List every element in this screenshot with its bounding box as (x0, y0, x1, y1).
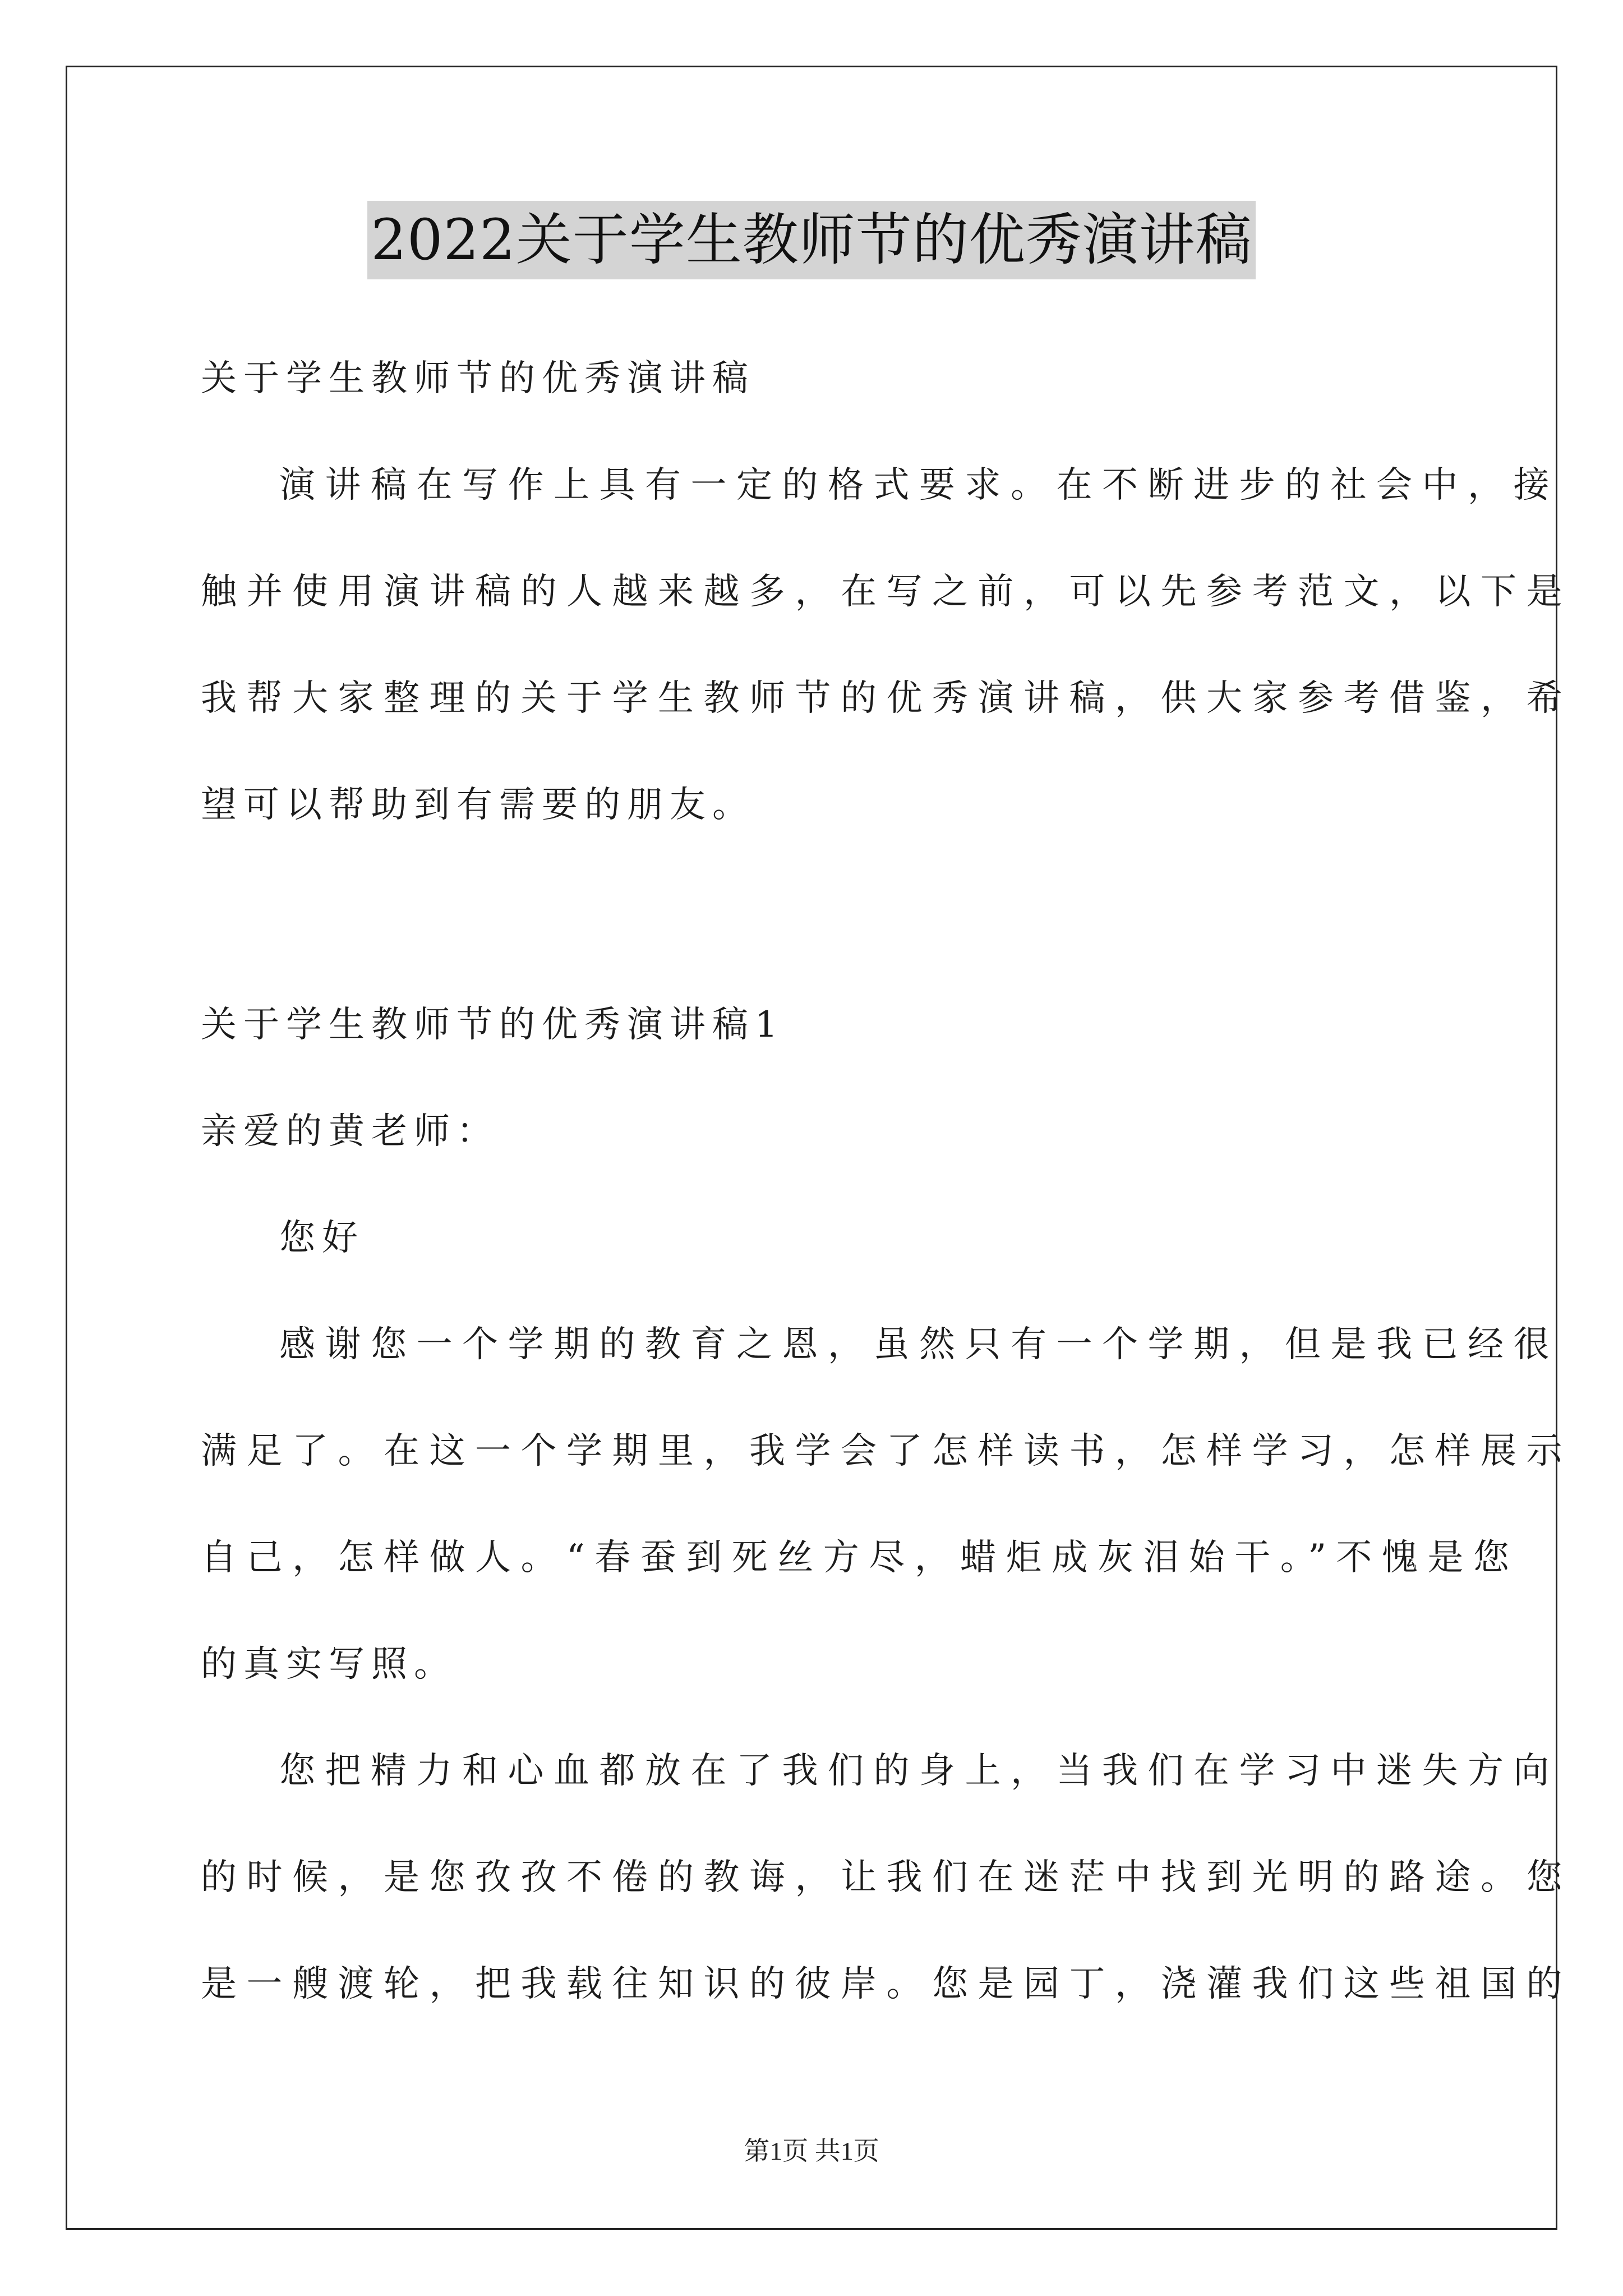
salutation-line: 亲爱的黄老师： (201, 1111, 499, 1152)
paragraph-line: 满足了。在这一个学期里，我学会了怎样读书，怎样学习，怎样展示 (201, 1430, 1572, 1472)
paragraph-line: 演讲稿在写作上具有一定的格式要求。在不断进步的社会中，接 (279, 464, 1559, 506)
paragraph-line: 我帮大家整理的关于学生教师节的优秀演讲稿，供大家参考借鉴，希 (201, 678, 1572, 719)
page-footer: 第1页 共1页 (744, 2137, 879, 2165)
section-heading: 关于学生教师节的优秀演讲稿1 (201, 1004, 785, 1046)
title-container (0, 201, 1623, 279)
paragraph-line: 是一艘渡轮，把我载往知识的彼岸。您是园丁，浇灌我们这些祖国的 (201, 1963, 1572, 2005)
paragraph-line: 感谢您一个学期的教育之恩，虽然只有一个学期，但是我已经很 (279, 1324, 1559, 1365)
paragraph-line: 的真实写照。 (201, 1644, 457, 1685)
subtitle-line: 关于学生教师节的优秀演讲稿 (201, 358, 755, 399)
greeting-line: 您好 (279, 1217, 365, 1259)
paragraph-line: 的时候，是您孜孜不倦的教诲，让我们在迷茫中找到光明的路途。您 (201, 1857, 1572, 1898)
paragraph-line: 自己，怎样做人。“春蚕到死丝方尽，蜡炬成灰泪始干。”不愧是您 (201, 1537, 1519, 1579)
document-title: 2022关于学生教师节的优秀演讲稿 (367, 201, 1256, 279)
paragraph-line: 您把精力和心血都放在了我们的身上，当我们在学习中迷失方向 (279, 1750, 1559, 1792)
paragraph-line: 望可以帮助到有需要的朋友。 (201, 784, 755, 826)
paragraph-line: 触并使用演讲稿的人越来越多，在写之前，可以先参考范文，以下是 (201, 571, 1572, 613)
